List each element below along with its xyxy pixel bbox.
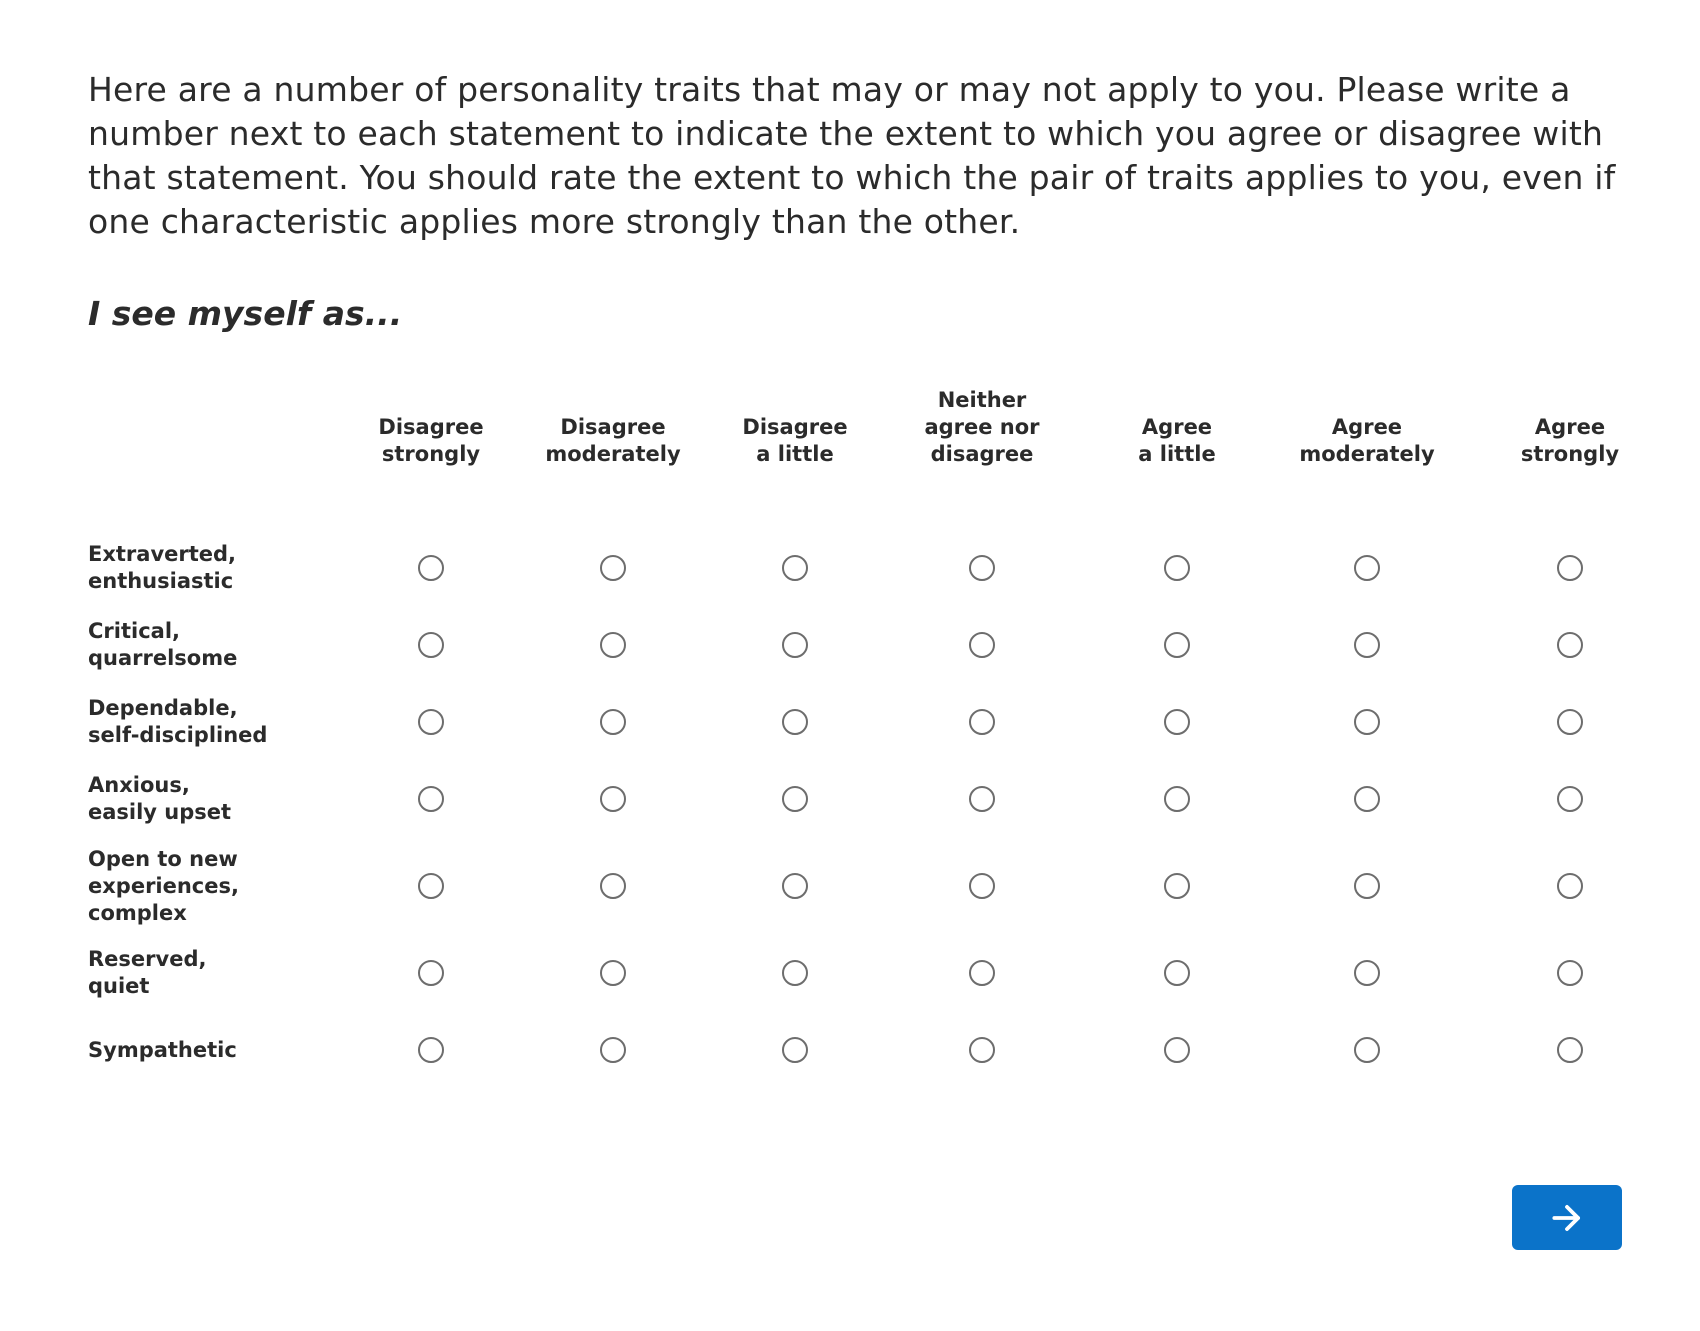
radio-option[interactable] <box>600 555 626 581</box>
radio-option[interactable] <box>969 786 995 812</box>
radio-option[interactable] <box>418 1037 444 1063</box>
radio-option[interactable] <box>782 873 808 899</box>
radio-option[interactable] <box>969 709 995 735</box>
radio-option[interactable] <box>1164 1037 1190 1063</box>
radio-option[interactable] <box>969 873 995 899</box>
radio-option[interactable] <box>1164 632 1190 658</box>
radio-option[interactable] <box>600 632 626 658</box>
row-label: Dependable, self-disciplined <box>88 696 268 747</box>
instructions-text: Here are a number of personality traits that may or may not apply to you. Please write a number next to each statement to indicate the extent to which you agree or disagree with that statement. You should rate the extent to which the pair of traits applies to you, even if one characteristic applies more strongly than the other. <box>88 70 1616 241</box>
question-prompt: I see myself as... <box>88 294 403 333</box>
radio-option[interactable] <box>418 555 444 581</box>
row-label: Sympathetic <box>88 1037 237 1062</box>
column-header: Agree a little <box>1138 415 1216 466</box>
radio-option[interactable] <box>1557 555 1583 581</box>
row-label: Critical, quarrelsome <box>88 619 238 670</box>
column-header: Disagree a little <box>742 415 848 466</box>
radio-option[interactable] <box>600 786 626 812</box>
radio-option[interactable] <box>1557 786 1583 812</box>
radio-option[interactable] <box>1164 555 1190 581</box>
radio-option[interactable] <box>1354 960 1380 986</box>
column-header: Neither agree nor disagree <box>924 388 1040 466</box>
radio-option[interactable] <box>1557 873 1583 899</box>
row-label: Open to new experiences, complex <box>88 846 239 925</box>
radio-option[interactable] <box>782 960 808 986</box>
radio-option[interactable] <box>1557 709 1583 735</box>
radio-option[interactable] <box>1354 709 1380 735</box>
radio-option[interactable] <box>1164 960 1190 986</box>
arrow-right-icon <box>1548 1199 1586 1237</box>
radio-option[interactable] <box>1354 632 1380 658</box>
radio-option[interactable] <box>600 873 626 899</box>
radio-option[interactable] <box>782 555 808 581</box>
radio-option[interactable] <box>1164 709 1190 735</box>
column-header: Agree strongly <box>1520 415 1620 466</box>
row-label: Anxious, easily upset <box>88 773 232 824</box>
radio-option[interactable] <box>600 960 626 986</box>
radio-option[interactable] <box>418 786 444 812</box>
radio-option[interactable] <box>1354 555 1380 581</box>
radio-option[interactable] <box>782 709 808 735</box>
radio-option[interactable] <box>1557 632 1583 658</box>
radio-option[interactable] <box>1164 786 1190 812</box>
radio-option[interactable] <box>1354 873 1380 899</box>
next-button[interactable] <box>1512 1185 1622 1250</box>
radio-option[interactable] <box>782 1037 808 1063</box>
radio-option[interactable] <box>600 1037 626 1063</box>
radio-option[interactable] <box>600 709 626 735</box>
radio-option[interactable] <box>969 1037 995 1063</box>
radio-option[interactable] <box>1354 1037 1380 1063</box>
radio-option[interactable] <box>1354 786 1380 812</box>
column-header: Disagree moderately <box>545 415 681 466</box>
radio-option[interactable] <box>418 960 444 986</box>
row-label: Extraverted, enthusiastic <box>88 542 237 593</box>
radio-option[interactable] <box>418 632 444 658</box>
radio-option[interactable] <box>1164 873 1190 899</box>
radio-option[interactable] <box>1557 960 1583 986</box>
radio-option[interactable] <box>969 632 995 658</box>
radio-option[interactable] <box>969 960 995 986</box>
likert-matrix <box>88 368 1648 1062</box>
radio-option[interactable] <box>418 873 444 899</box>
row-label: Reserved, quiet <box>88 947 207 998</box>
survey-page <box>88 68 1648 336</box>
column-header: Disagree strongly <box>378 415 484 466</box>
radio-option[interactable] <box>782 786 808 812</box>
radio-option[interactable] <box>969 555 995 581</box>
column-header: Agree moderately <box>1299 415 1435 466</box>
radio-option[interactable] <box>782 632 808 658</box>
radio-option[interactable] <box>418 709 444 735</box>
matrix-header-row <box>88 368 1648 528</box>
radio-option[interactable] <box>1557 1037 1583 1063</box>
